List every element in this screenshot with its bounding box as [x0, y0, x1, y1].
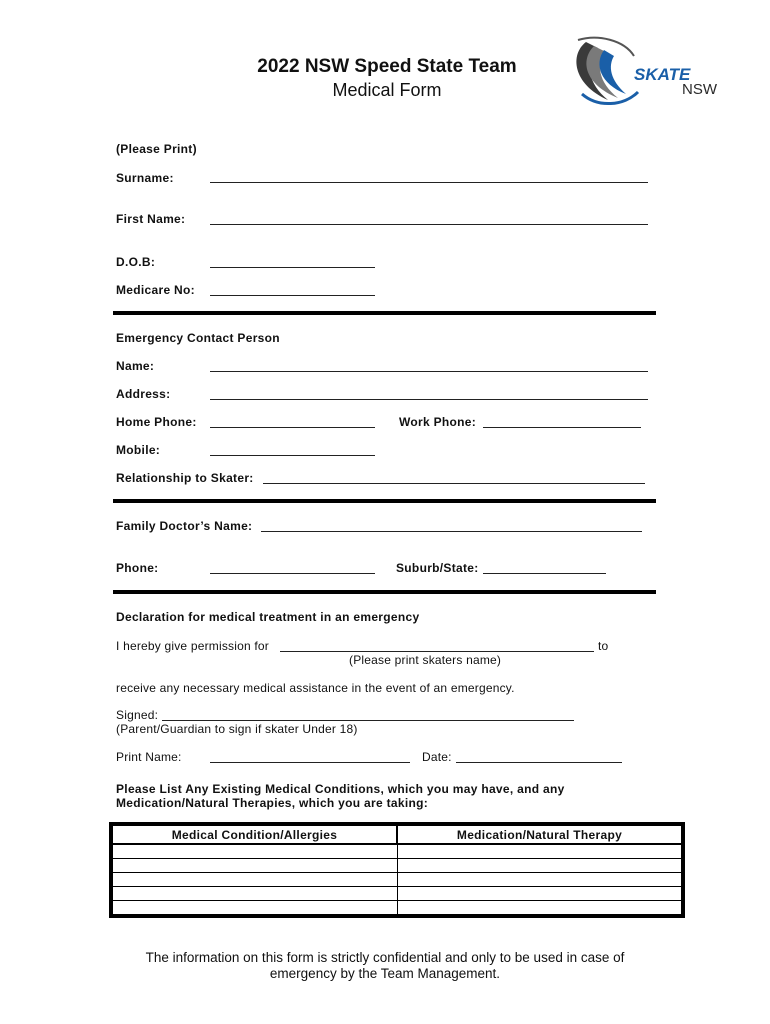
mobile-field[interactable] — [210, 455, 375, 456]
relationship-label: Relationship to Skater: — [116, 471, 254, 485]
section-divider — [113, 311, 656, 315]
section-divider — [113, 590, 656, 594]
condition-cell[interactable] — [111, 859, 397, 873]
confidentiality-note — [100, 950, 670, 982]
medication-cell[interactable] — [397, 859, 683, 873]
table-row — [111, 859, 683, 873]
surname-label: Surname: — [116, 171, 174, 185]
please-print-note: (Please Print) — [116, 142, 197, 156]
address-label: Address: — [116, 387, 171, 401]
swoosh-icon — [568, 34, 738, 110]
condition-cell[interactable] — [111, 901, 397, 917]
condition-column-header: Medical Condition/Allergies — [111, 824, 397, 844]
print-name-field[interactable] — [210, 762, 410, 763]
table-header-row — [111, 824, 683, 844]
dob-label: D.O.B: — [116, 255, 156, 269]
permission-to-text: to — [598, 639, 609, 653]
condition-cell[interactable] — [111, 887, 397, 901]
emergency-name-field[interactable] — [210, 371, 648, 372]
home-phone-field[interactable] — [210, 427, 375, 428]
doctor-name-field[interactable] — [261, 531, 642, 532]
work-phone-field[interactable] — [483, 427, 641, 428]
declaration-heading: Declaration for medical treatment in an emergency — [116, 610, 420, 624]
permission-text: I hereby give permission for — [116, 639, 269, 653]
conditions-heading-line2: Medication/Natural Therapies, which you are taking: — [116, 796, 429, 810]
logo-word-nsw: NSW — [682, 81, 717, 98]
form-subtitle: Medical Form — [332, 80, 442, 100]
skater-name-field[interactable] — [280, 651, 594, 652]
table-row — [111, 887, 683, 901]
medication-cell[interactable] — [397, 887, 683, 901]
signed-label: Signed: — [116, 708, 159, 722]
condition-cell[interactable] — [111, 844, 397, 859]
date-field[interactable] — [456, 762, 622, 763]
suburb-state-label: Suburb/State: — [396, 561, 479, 575]
relationship-field[interactable] — [263, 483, 645, 484]
date-label: Date: — [422, 750, 452, 764]
medication-column-header: Medication/Natural Therapy — [397, 824, 683, 844]
skate-nsw-logo — [568, 34, 738, 110]
condition-cell[interactable] — [111, 873, 397, 887]
emergency-heading: Emergency Contact Person — [116, 331, 280, 345]
table-row — [111, 844, 683, 859]
dob-field[interactable] — [210, 267, 375, 268]
section-divider — [113, 499, 656, 503]
address-field[interactable] — [210, 399, 648, 400]
medication-cell[interactable] — [397, 873, 683, 887]
receive-text: receive any necessary medical assistance in the event of an emergency. — [116, 681, 515, 695]
table-row — [111, 901, 683, 917]
surname-field[interactable] — [210, 182, 648, 183]
confidentiality-line2: emergency by the Team Management. — [269, 966, 501, 981]
doctor-phone-label: Phone: — [116, 561, 159, 575]
home-phone-label: Home Phone: — [116, 415, 197, 429]
medicare-label: Medicare No: — [116, 283, 195, 297]
first-name-label: First Name: — [116, 212, 186, 226]
first-name-field[interactable] — [210, 224, 648, 225]
mobile-label: Mobile: — [116, 443, 161, 457]
medication-cell[interactable] — [397, 901, 683, 917]
work-phone-label: Work Phone: — [399, 415, 477, 429]
medicare-field[interactable] — [210, 295, 375, 296]
medication-cell[interactable] — [397, 844, 683, 859]
doctor-name-label: Family Doctor’s Name: — [116, 519, 253, 533]
guardian-hint: (Parent/Guardian to sign if skater Under 18) — [116, 722, 358, 736]
table-row — [111, 873, 683, 887]
suburb-state-field[interactable] — [483, 573, 606, 574]
logo-word-skate: SKATE — [634, 65, 691, 84]
medical-conditions-table — [109, 822, 685, 918]
emergency-name-label: Name: — [116, 359, 155, 373]
signature-field[interactable] — [162, 720, 574, 721]
conditions-heading-line1: Please List Any Existing Medical Conditions, which you may have, and any — [116, 782, 565, 796]
doctor-phone-field[interactable] — [210, 573, 375, 574]
skater-name-hint: (Please print skaters name) — [349, 653, 502, 667]
form-title: 2022 NSW Speed State Team — [257, 56, 517, 77]
confidentiality-line1: The information on this form is strictly confidential and only to be used in case of — [145, 950, 625, 965]
print-name-label: Print Name: — [116, 750, 182, 764]
